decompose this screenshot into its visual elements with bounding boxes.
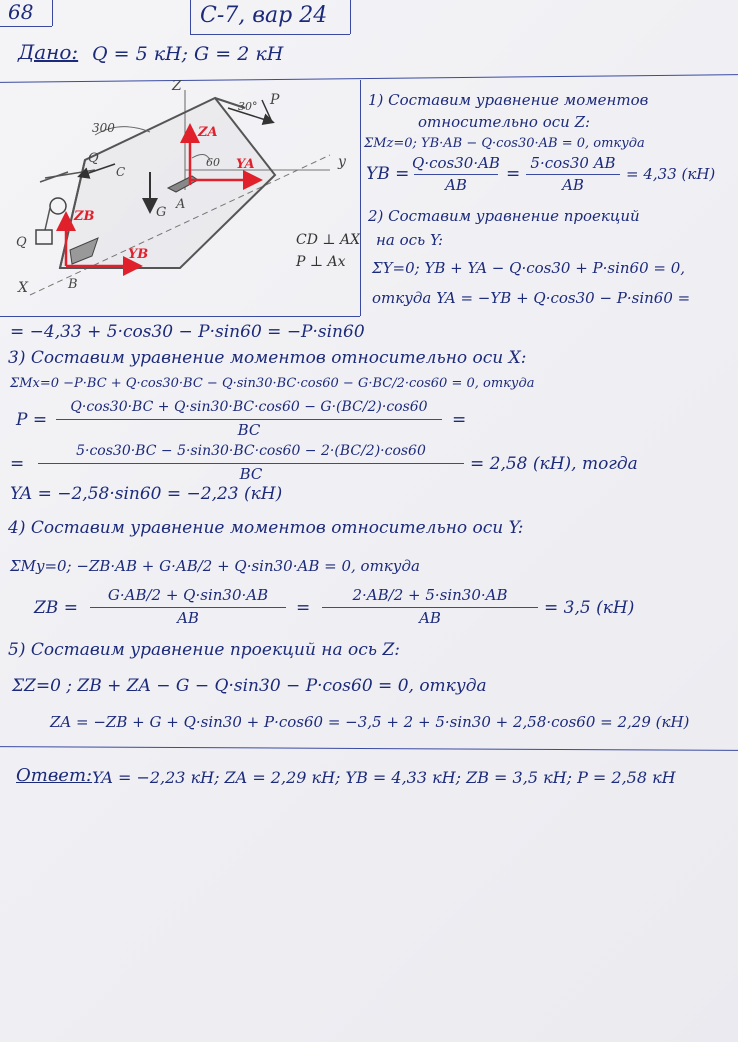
label-zb: ZB <box>74 209 95 224</box>
step3-frac2-den: BC <box>239 465 263 483</box>
weight-rope <box>45 208 50 230</box>
step1-frac1-bar <box>414 174 498 175</box>
label-force-p: P <box>270 92 280 108</box>
label-angle-top: 300 <box>92 121 115 135</box>
task-title: С-7, вар 24 <box>200 3 328 28</box>
step3-frac1-num: Q·cos30·BC + Q·sin30·BC·cos60 − G·(BC/2)·cos60 <box>70 399 428 415</box>
ceiling-support <box>40 172 68 182</box>
label-ya: YA <box>236 157 255 172</box>
label-weight-q: Q <box>16 235 27 250</box>
label-point-c: C <box>116 165 126 179</box>
step3-frac1-bar <box>56 419 442 420</box>
label-angle-60: 60 <box>206 156 220 169</box>
label-point-b: B <box>68 277 78 292</box>
step1-title2: относительно оси Z: <box>418 113 591 131</box>
label-z-axis: Z <box>172 80 182 94</box>
step1-eq-sign: = <box>506 164 521 184</box>
label-angle-p: 30° <box>238 100 258 113</box>
step1-frac2-bar <box>526 174 620 175</box>
header-divider-left <box>52 0 53 26</box>
step3-ya: YA = −2,58·sin60 = −2,23 (кН) <box>10 484 283 504</box>
given-label: Дано: <box>18 40 79 64</box>
step4-frac1-den: AB <box>177 609 199 627</box>
page-number: 68 <box>8 0 34 24</box>
answer-values: YA = −2,23 кН; ZA = 2,29 кН; YB = 4,33 кН; ZB = 3,5 кН; P = 2,58 кН <box>92 768 676 787</box>
mechanics-diagram <box>0 80 360 316</box>
step4-frac2-den: AB <box>419 609 441 627</box>
condition-2: P ⊥ Ax <box>296 254 346 270</box>
step4-equation: ΣMy=0; −ZB·AB + G·AB/2 + Q·sin30·AB = 0, откуда <box>10 557 420 575</box>
header-underline-left <box>0 26 52 27</box>
label-za: ZA <box>198 125 218 140</box>
step4-title: 4) Составим уравнение моментов относительно оси Y: <box>8 518 524 538</box>
step3-equation: ΣMx=0 −P·BC + Q·cos30·BC − Q·sin30·BC·cos60 − G·BC/2·cos60 = 0, откуда <box>10 376 535 391</box>
step2-equation3: = −4,33 + 5·cos30 − P·sin60 = −P·sin60 <box>10 322 365 342</box>
step3-eq-sign: = <box>452 410 467 430</box>
step1-frac2-den: AB <box>562 176 584 194</box>
label-force-g: G <box>156 205 167 220</box>
step2-title2: на ось Y: <box>376 231 444 249</box>
step1-frac1-den: AB <box>445 176 467 194</box>
pulley <box>50 198 66 214</box>
weight-q-box <box>36 230 52 244</box>
given-values: Q = 5 кН; G = 2 кН <box>92 43 284 65</box>
step4-frac2-bar <box>322 607 538 608</box>
step1-frac1-num: Q·cos30·AB <box>412 154 500 172</box>
step1-result: = 4,33 (кН) <box>626 165 716 183</box>
answer-separator <box>0 746 738 751</box>
step1-title: 1) Составим уравнение моментов <box>368 91 649 109</box>
label-x-axis: X <box>18 280 28 296</box>
step5-equation: ΣZ=0 ; ZB + ZA − G − Q·sin30 − P·cos60 = 0, откуда <box>12 676 487 696</box>
step1-equation: ΣMz=0; YB·AB − Q·cos30·AB = 0, откуда <box>364 136 645 151</box>
title-box-left <box>190 0 191 34</box>
step2-equation: ΣY=0; YB + YA − Q·cos30 + P·sin60 = 0, <box>372 259 686 277</box>
step3-frac1-den: BC <box>237 421 261 439</box>
diagram-box-right <box>360 80 361 316</box>
step5-za: ZA = −ZB + G + Q·sin30 + P·cos60 = −3,5 + 2 + 5·sin30 + 2,58·cos60 = 2,29 (кН) <box>50 713 690 731</box>
answer-label: Ответ: <box>16 765 93 786</box>
title-box-right <box>350 0 351 34</box>
step2-equation2: откуда YA = −YB + Q·cos30 − P·sin60 = <box>372 289 691 307</box>
step3-frac2-num: 5·cos30·BC − 5·sin30·BC·cos60 − 2·(BC/2)·cos60 <box>76 443 426 459</box>
step3-title: 3) Составим уравнение моментов относительно оси X: <box>8 348 527 368</box>
step3-frac2-lhs: = <box>10 454 25 474</box>
label-point-a: A <box>176 197 186 212</box>
step3-frac2-bar <box>38 463 464 464</box>
step4-frac2-num: 2·AB/2 + 5·sin30·AB <box>352 586 508 604</box>
title-box-bottom <box>190 34 350 35</box>
step4-zb-lhs: ZB = <box>34 598 78 618</box>
step1-frac2-num: 5·cos30 AB <box>530 154 616 172</box>
step4-frac1-num: G·AB/2 + Q·sin30·AB <box>107 586 269 604</box>
label-yb: YB <box>128 247 149 262</box>
label-y-axis: y <box>338 154 346 170</box>
step2-title: 2) Составим уравнение проекций <box>368 207 640 225</box>
step1-yb-lhs: YB = <box>366 164 410 184</box>
step4-result: = 3,5 (кН) <box>544 598 635 618</box>
step3-result: = 2,58 (кН), тогда <box>470 454 638 474</box>
step5-title: 5) Составим уравнение проекций на ось Z: <box>8 640 400 660</box>
label-force-q: Q <box>88 151 99 166</box>
diagram-box-bottom <box>0 316 360 317</box>
condition-1: CD ⊥ AX <box>296 232 360 248</box>
step4-eq-sign: = <box>296 598 311 618</box>
step4-frac1-bar <box>90 607 286 608</box>
step3-p-lhs: P = <box>16 410 48 430</box>
